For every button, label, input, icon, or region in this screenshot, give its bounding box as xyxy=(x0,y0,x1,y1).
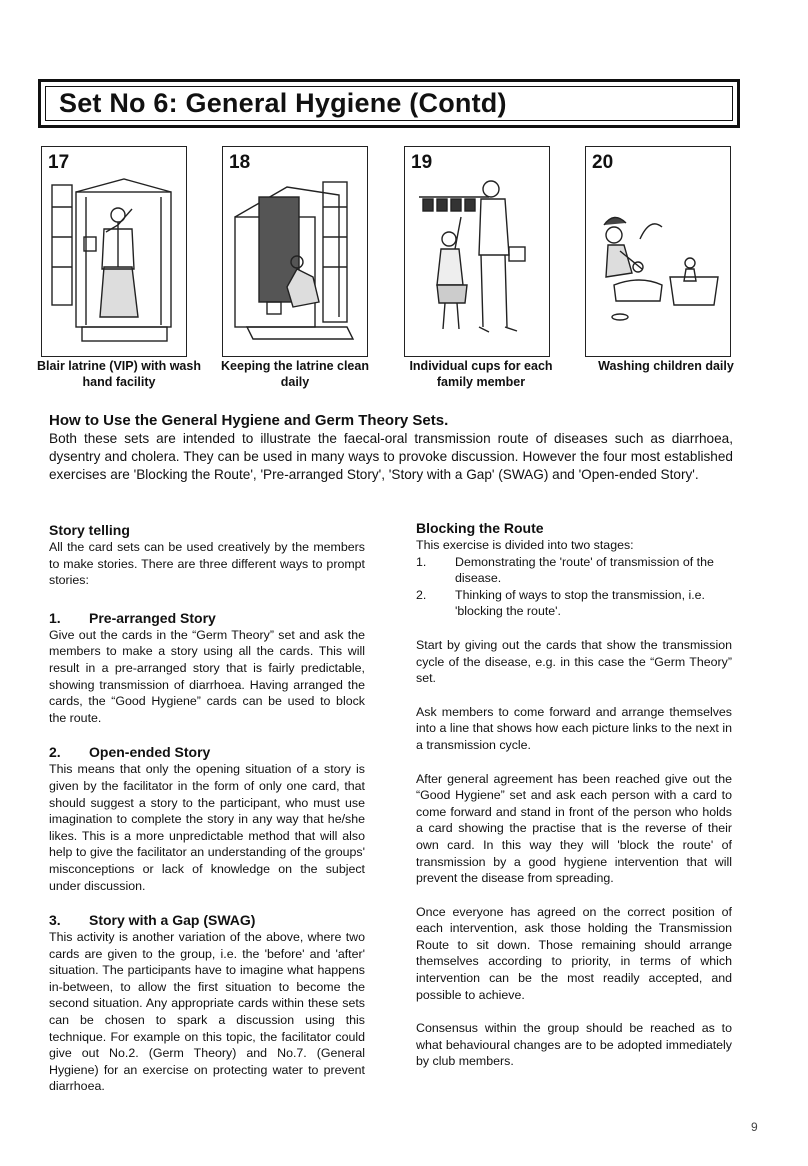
paragraph: After general agreement has been reached give out the “Good Hygiene” set and ask each person with a card to come forward and stand in front of the person who holds a card showing the practise that is the reverse of their own card. In this way they will 'block the route' of transmission by a good hygiene intervention that will prevent the disease from spreading. xyxy=(416,771,732,886)
card-19-caption: Individual cups for each family member xyxy=(409,359,553,389)
blocking-route-intro: This exercise is divided into two stages: xyxy=(416,538,634,552)
item-number: 1. xyxy=(49,609,61,626)
stage-text: Thinking of ways to stop the transmission, i.e. 'blocking the route'. xyxy=(455,587,705,619)
title-box xyxy=(38,79,740,128)
page-title: Set No 6: General Hygiene (Contd) xyxy=(59,88,507,118)
stages-list xyxy=(416,554,732,620)
paragraph: Ask members to come forward and arrange themselves into a line that shows how each picture links to the next in a transmission cycle. xyxy=(416,704,732,752)
paragraph: Start by giving out the cards that show the transmission cycle of the disease, e.g. in this case the “Germ Theory” set. xyxy=(416,637,732,686)
card-number: 20 xyxy=(592,152,614,173)
page-number: 9 xyxy=(751,1120,758,1134)
item-title: Open-ended Story xyxy=(89,744,211,761)
card-20 xyxy=(585,146,731,357)
item-heading xyxy=(49,609,365,627)
card-number: 18 xyxy=(229,152,251,173)
item-text: This means that only the opening situation of a story is given by the facilitator in the form of only one card, that should suggest a story to the participant, who must use imagination to complete the story in any way that he/she likes. This is a more unpredictable method that will also help to give the facilitator an understanding of the groups' misconceptions or lack of knowledge on the subject under discussion. xyxy=(49,762,365,893)
item-text: This activity is another variation of the above, where two cards are given to the group, i.e. the 'before' and 'after' situation. The participants have to imagine what happens in-between, to allow the first situation to become the second situation. Any appropriate cards within these sets can be chosen to spark a discussion using this technique. For example on this topic, the facilitator could give out No.2. (Germ Theory) and No.7. (General Hygiene) for an exercise on protecting water to prevent diarrhoea. xyxy=(49,930,365,1094)
stage-number: 2. xyxy=(416,587,427,602)
stage-text: Demonstrating the 'route' of transmission of the disease. xyxy=(455,554,714,586)
paragraph: Once everyone has agreed on the correct position of each intervention, ask those holding the Transmission Route to sit down. Those remaining should arrange themselves according to priority, in terms of which intervention can be the most readily accepted, and possible to achieve. xyxy=(416,904,732,1002)
item-title: Pre-arranged Story xyxy=(89,609,216,626)
card-19 xyxy=(404,146,550,357)
card-17 xyxy=(41,146,187,357)
card-17-caption: Blair latrine (VIP) with wash hand facility xyxy=(37,359,201,389)
item-title: Story with a Gap (SWAG) xyxy=(89,912,256,929)
individual-cups-illustration xyxy=(409,177,545,352)
item-number: 2. xyxy=(49,744,61,761)
stage-number: 1. xyxy=(416,554,427,569)
latrine-cleaning-illustration xyxy=(227,177,363,352)
story-telling-heading: Story telling xyxy=(49,522,130,538)
card-18 xyxy=(222,146,368,357)
how-to-heading: How to Use the General Hygiene and Germ Theory Sets. xyxy=(49,412,449,429)
story-telling-text: All the card sets can be used creatively by the members to make stories. There are three different ways to prompt stories: xyxy=(49,540,365,588)
item-number: 3. xyxy=(49,912,61,929)
card-number: 19 xyxy=(411,152,433,173)
blocking-route-heading: Blocking the Route xyxy=(416,520,544,536)
card-18-caption: Keeping the latrine clean daily xyxy=(221,359,369,389)
left-column xyxy=(49,521,365,1095)
card-number: 17 xyxy=(48,152,70,173)
card-20-caption: Washing children daily xyxy=(598,359,734,373)
how-to-text: Both these sets are intended to illustrate the faecal-oral transmission route of diseases such as diarrhoea, dysentry and cholera. They can be used in many ways to provoke discussion. However the four most established exercises are 'Blocking the Route', 'Pre-arranged Story', 'Story with a Gap' (SWAG) and 'Open-ended Story'. xyxy=(49,431,733,482)
item-heading xyxy=(49,911,365,929)
washing-children-illustration xyxy=(590,177,726,352)
list-item xyxy=(416,587,732,620)
paragraph: Consensus within the group should be reached as to what behavioural changes are to be adopted immediately by club members. xyxy=(416,1021,732,1069)
item-heading xyxy=(49,743,365,761)
right-column xyxy=(416,519,732,1070)
blair-latrine-illustration xyxy=(46,177,182,352)
list-item xyxy=(416,554,732,587)
item-text: Give out the cards in the “Germ Theory” set and ask the members to make a story using all the cards. This will result in a pre-arranged story that is fairly predictable, showing transmission of diarrhoea. Having arranged the cards, the “Good Hygiene” cards can be used to block the route. xyxy=(49,627,365,725)
